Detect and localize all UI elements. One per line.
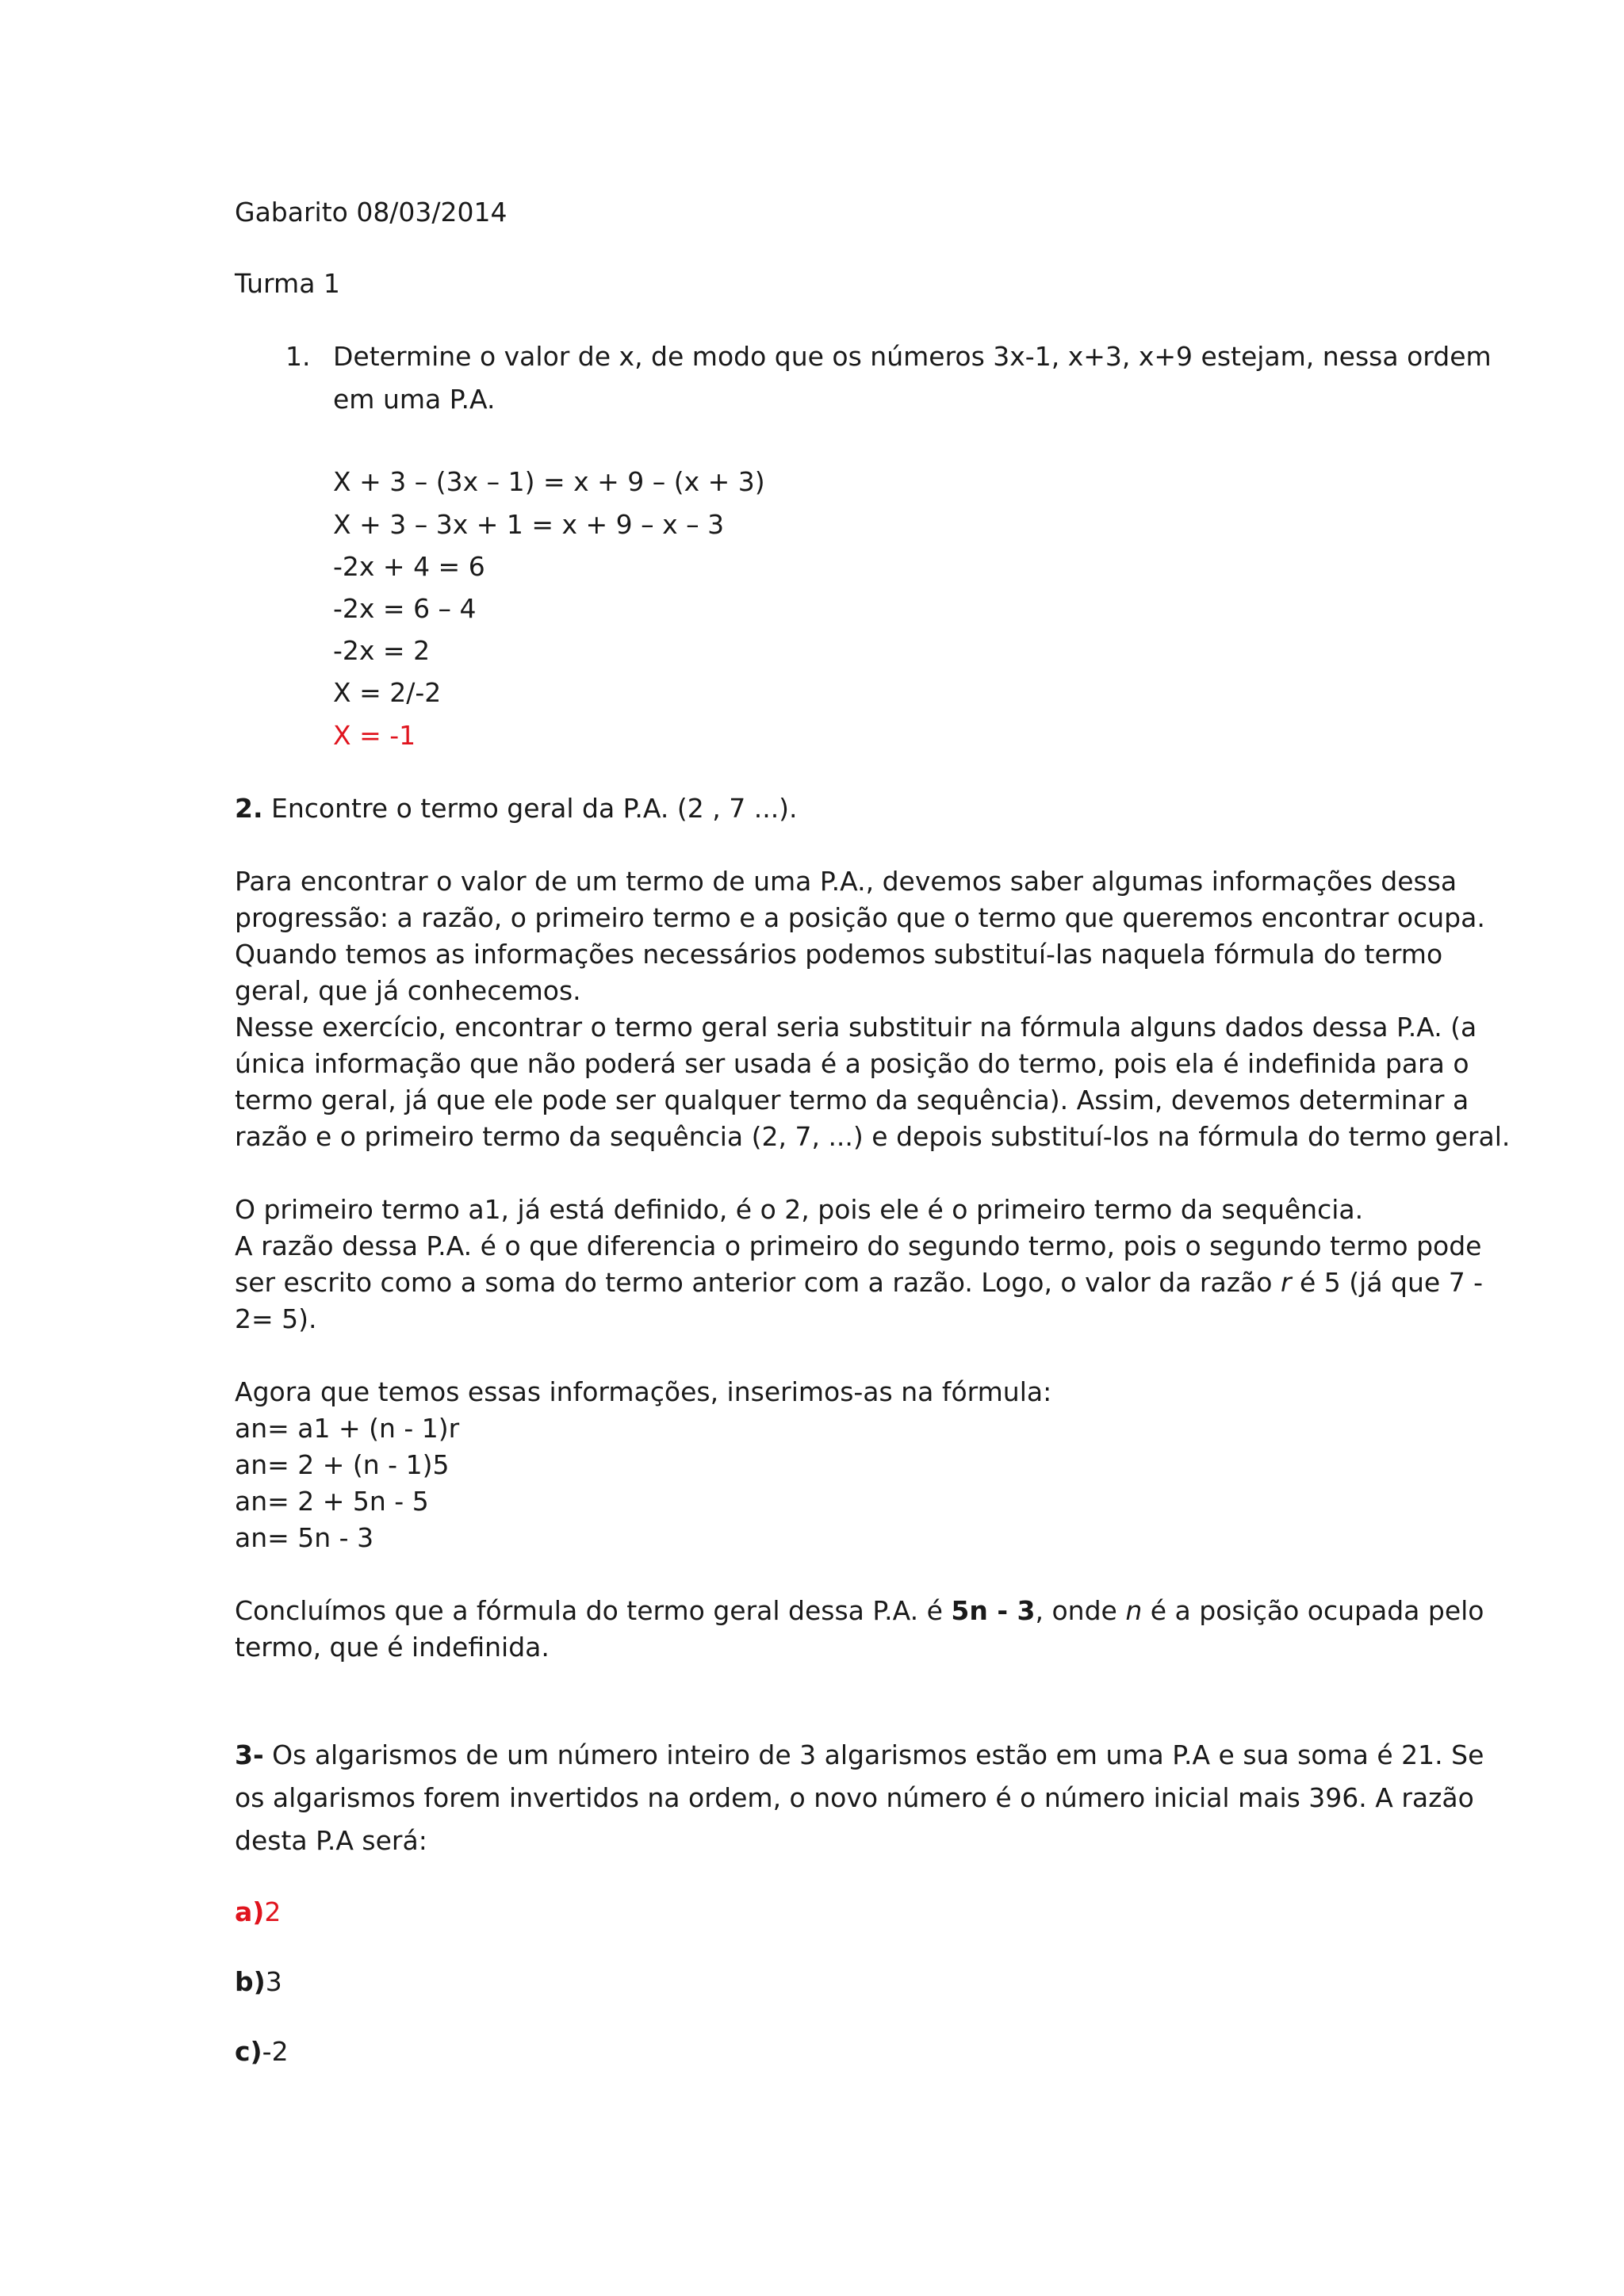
q2-statement bbox=[235, 791, 798, 826]
q3-statement-line1 bbox=[235, 1738, 1484, 1773]
q1-answer: X = -1 bbox=[333, 720, 416, 751]
q2-ratio-tail: é 5 (já que 7 - bbox=[1291, 1267, 1484, 1298]
q3-statement-line2: os algarismos forem invertidos na ordem, o novo número é o número inicial mais 396. A razão bbox=[235, 1782, 1474, 1813]
q2-formula-intro: Agora que temos essas informações, inserimos-as na fórmula: bbox=[235, 1376, 1052, 1407]
q3-option-value: -2 bbox=[262, 2036, 289, 2067]
document-title: Gabarito 08/03/2014 bbox=[235, 197, 508, 228]
q1-number: 1. bbox=[285, 341, 311, 372]
q3-statement-line3: desta P.A será: bbox=[235, 1825, 427, 1856]
q1-step: -2x = 2 bbox=[333, 635, 431, 666]
q2-paragraph-line: Quando temos as informações necessários podemos substituí-las naquela fórmula do termo bbox=[235, 939, 1443, 970]
q2-paragraph-line: razão e o primeiro termo da sequência (2, 7, ...) e depois substituí-los na fórmula do termo geral. bbox=[235, 1121, 1511, 1152]
q3-option-value: 2 bbox=[264, 1896, 282, 1927]
q2-conclusion-n: n bbox=[1125, 1595, 1143, 1626]
q1-statement-line1: Determine o valor de x, de modo que os números 3x-1, x+3, x+9 estejam, nessa ordem bbox=[333, 341, 1492, 372]
q2-paragraph-line: geral, que já conhecemos. bbox=[235, 975, 581, 1006]
q2-paragraph-line: progressão: a razão, o primeiro termo e a posição que o termo que queremos encontrar ocupa. bbox=[235, 902, 1485, 933]
q2-ratio-text: ser escrito como a soma do termo anterior com a razão. Logo, o valor da razão bbox=[235, 1267, 1281, 1298]
q1-step: -2x + 4 = 6 bbox=[333, 551, 485, 582]
q3-option-a bbox=[235, 1895, 281, 1930]
q3-option-letter: b) bbox=[235, 1966, 266, 1997]
q3-option-b bbox=[235, 1965, 282, 1999]
q2-number: 2. bbox=[235, 793, 263, 824]
q2-formula: an= 2 + 5n - 5 bbox=[235, 1486, 429, 1517]
q2-formula: an= 5n - 3 bbox=[235, 1522, 374, 1553]
q2-paragraph-line: 2= 5). bbox=[235, 1303, 317, 1334]
q3-option-value: 3 bbox=[265, 1966, 282, 1997]
q2-conclusion-text: , onde bbox=[1035, 1595, 1126, 1626]
q3-option-letter: a) bbox=[235, 1896, 265, 1927]
q2-conclusion-text: é a posição ocupada pelo bbox=[1142, 1595, 1484, 1626]
q2-paragraph-line: única informação que não poderá ser usada é a posição do termo, pois ela é indefinida para o bbox=[235, 1048, 1469, 1079]
q2-paragraph-line: O primeiro termo a1, já está definido, é o 2, pois ele é o primeiro termo da sequência. bbox=[235, 1194, 1364, 1225]
q2-conclusion-line2: termo, que é indefinida. bbox=[235, 1632, 550, 1663]
q2-formula: an= a1 + (n - 1)r bbox=[235, 1413, 460, 1444]
q2-conclusion-text: Concluímos que a fórmula do termo geral dessa P.A. é bbox=[235, 1595, 952, 1626]
q2-paragraph-line: A razão dessa P.A. é o que diferencia o primeiro do segundo termo, pois o segundo termo pode bbox=[235, 1230, 1482, 1261]
q1-step: X + 3 – (3x – 1) = x + 9 – (x + 3) bbox=[333, 466, 765, 497]
q2-conclusion bbox=[235, 1594, 1484, 1628]
q1-step: -2x = 6 – 4 bbox=[333, 593, 477, 624]
q3-statement-text: Os algarismos de um número inteiro de 3 algarismos estão em uma P.A e sua soma é 21. Se bbox=[263, 1739, 1484, 1770]
q2-conclusion-formula: 5n - 3 bbox=[951, 1595, 1036, 1626]
q1-step: X + 3 – 3x + 1 = x + 9 – x – 3 bbox=[333, 509, 725, 540]
q3-option-letter: c) bbox=[235, 2036, 262, 2067]
class-label: Turma 1 bbox=[235, 268, 340, 299]
q2-formula: an= 2 + (n - 1)5 bbox=[235, 1449, 450, 1480]
q2-paragraph-line bbox=[235, 1265, 1483, 1300]
q2-ratio-symbol: r bbox=[1280, 1267, 1292, 1298]
q1-step: X = 2/-2 bbox=[333, 677, 442, 708]
q3-number: 3- bbox=[235, 1739, 264, 1770]
q2-paragraph-line: Nesse exercício, encontrar o termo geral seria substituir na fórmula alguns dados dessa P.A. (a bbox=[235, 1012, 1477, 1043]
q1-statement-line2: em uma P.A. bbox=[333, 384, 496, 415]
q3-option-c bbox=[235, 2034, 289, 2069]
q2-paragraph-line: termo geral, já que ele pode ser qualquer termo da sequência). Assim, devemos determinar a bbox=[235, 1085, 1469, 1115]
q2-statement-text: Encontre o termo geral da P.A. (2 , 7 ...). bbox=[262, 793, 798, 824]
q2-paragraph-line: Para encontrar o valor de um termo de uma P.A., devemos saber algumas informações dessa bbox=[235, 866, 1457, 897]
